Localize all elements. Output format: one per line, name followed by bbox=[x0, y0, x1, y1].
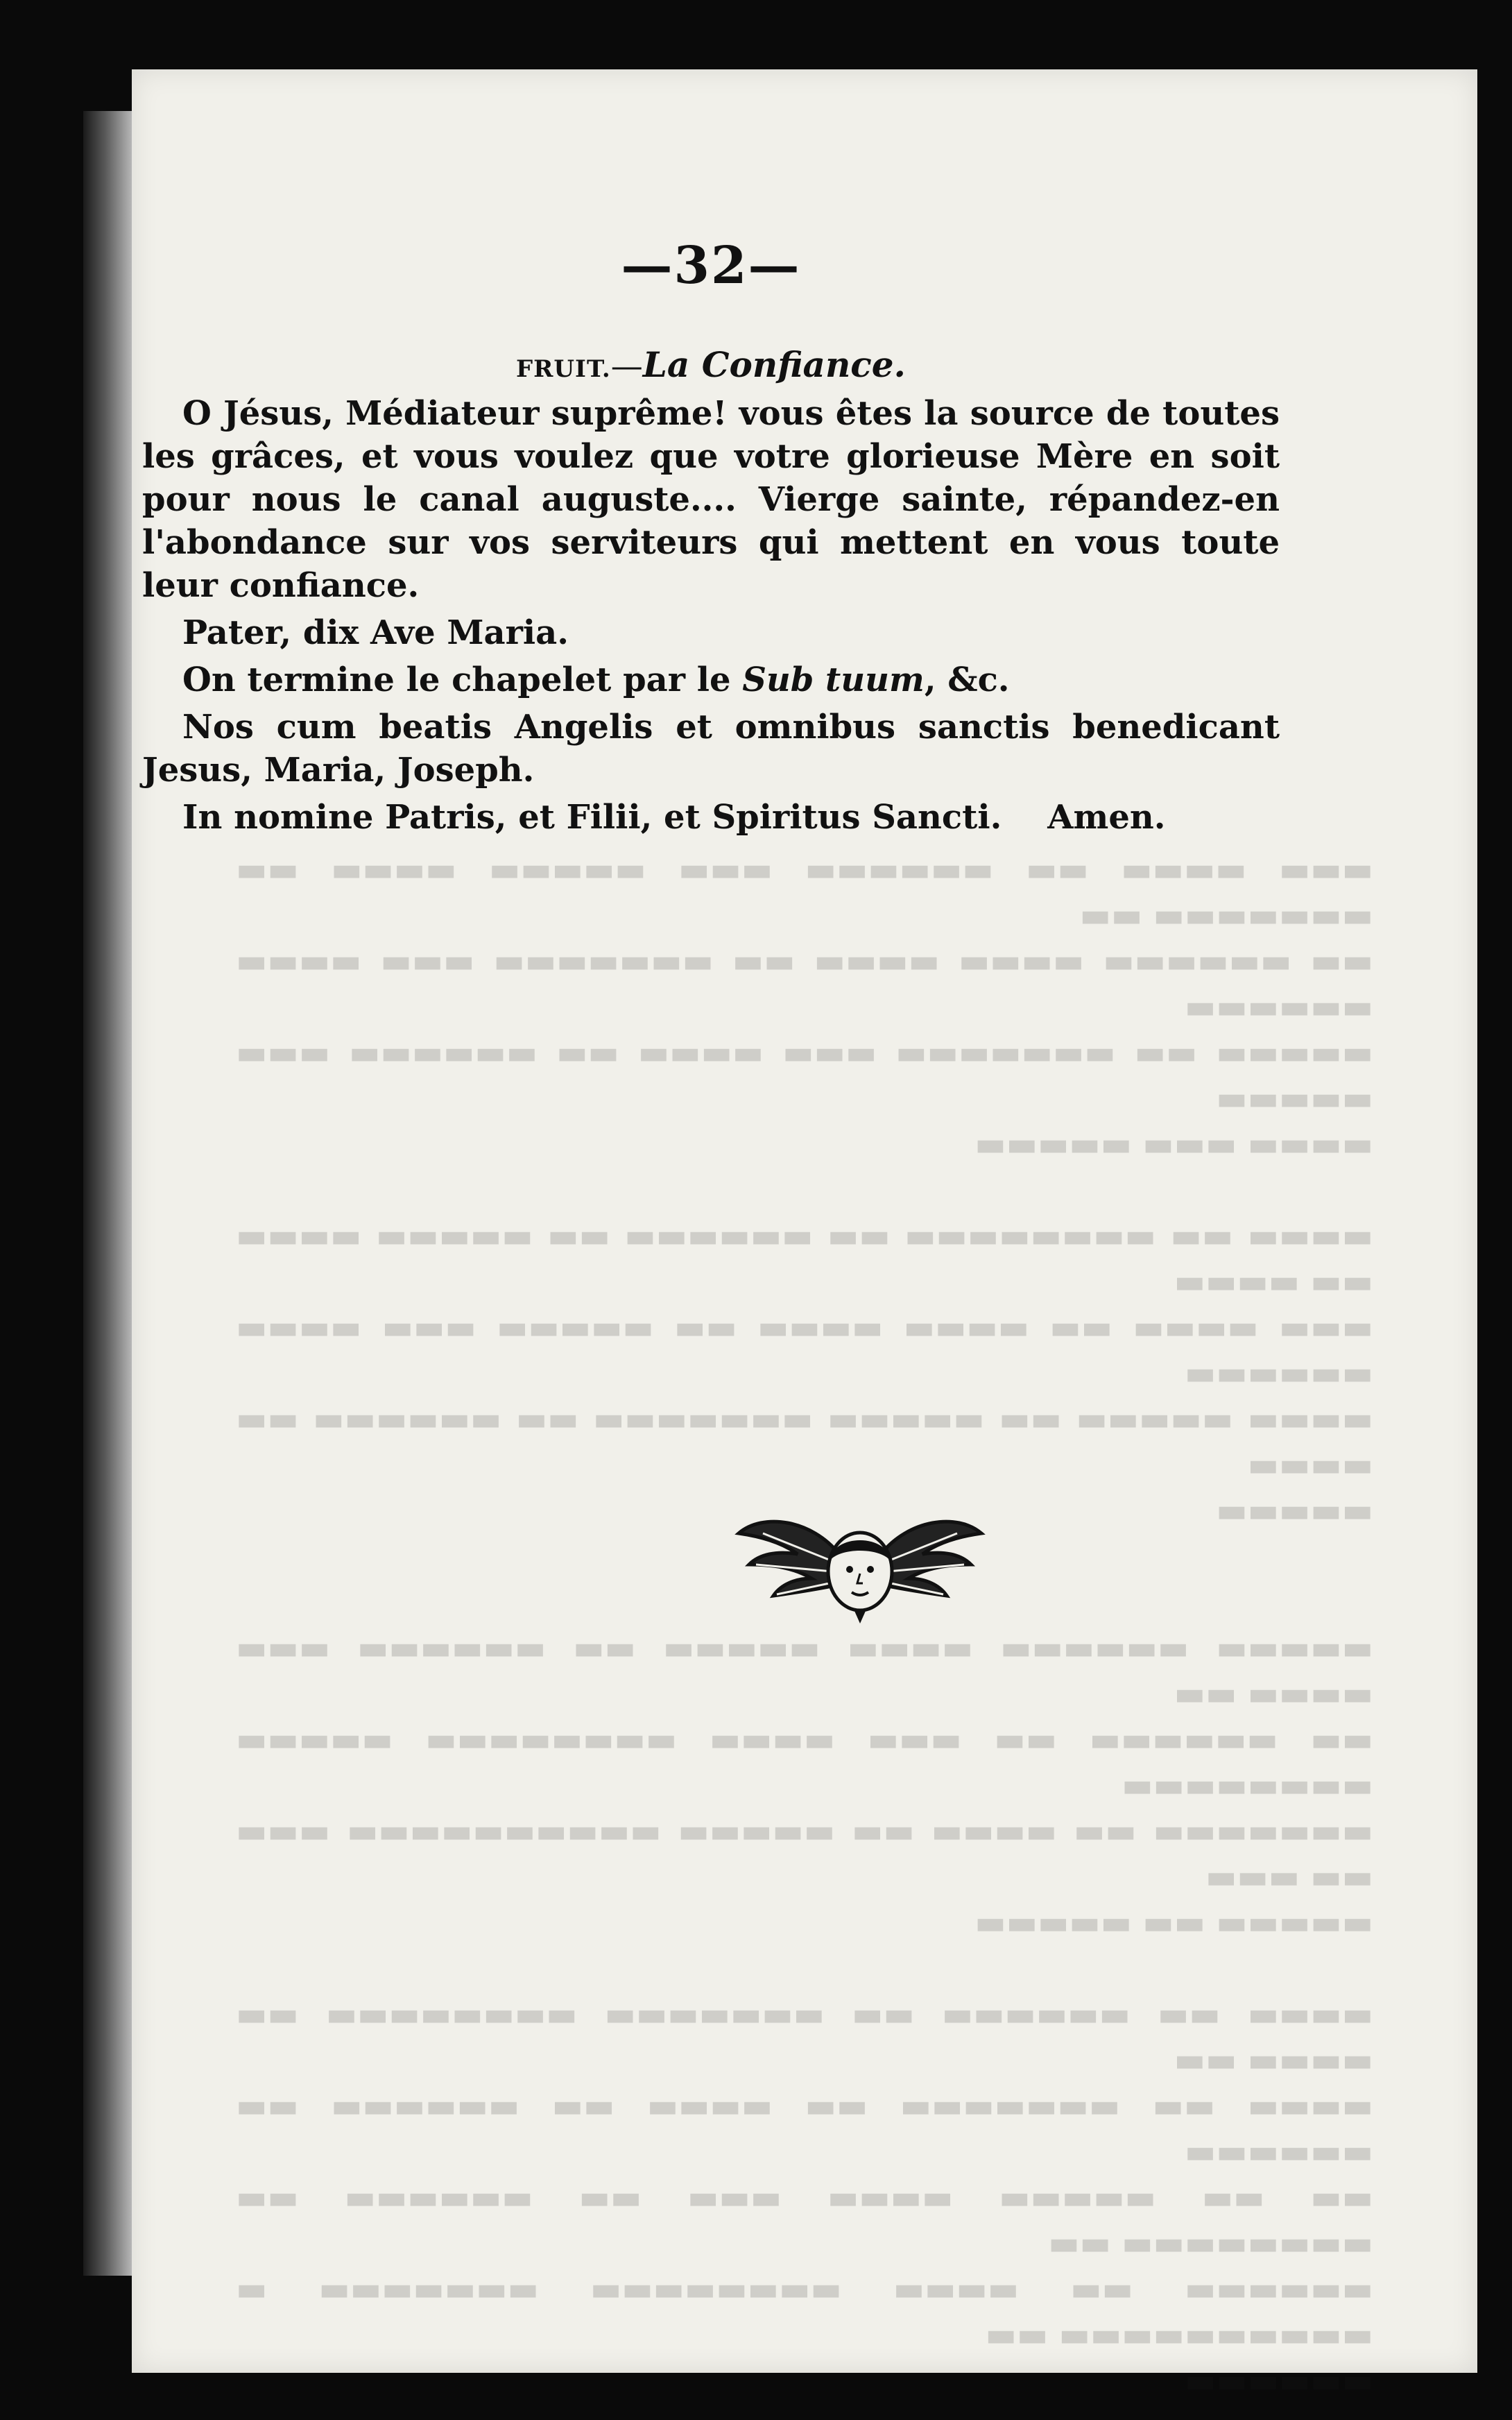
book-spine-edge bbox=[83, 111, 139, 2276]
pater-line: Pater, dix Ave Maria. bbox=[182, 613, 569, 652]
nomine-line bbox=[142, 796, 1280, 839]
page-content bbox=[142, 236, 1280, 843]
closing-text: On termine le chapelet par le bbox=[182, 661, 743, 699]
closing-line bbox=[142, 658, 1280, 701]
fruit-heading bbox=[142, 344, 1280, 385]
page-number: —32— bbox=[621, 236, 801, 296]
closing-italic: Sub tuum bbox=[742, 661, 925, 699]
fruit-label: FRUIT. bbox=[516, 355, 611, 383]
winged-cherub-ornament-icon bbox=[735, 1506, 985, 1644]
closing-end: , &c. bbox=[924, 661, 1010, 699]
nomine-text: In nomine Patris, et Filii, et Spiritus Sancti. bbox=[182, 798, 1002, 837]
prayer-paragraph: O Jésus, Médiateur suprême! vous êtes la source de toutes les grâces, et vous voulez que votre glorieuse Mère en soit pour nous le canal auguste.... Vierge sainte, répandez-en l'abondance sur vos serviteurs qui mettent en vous toute leur confiance. bbox=[142, 394, 1280, 605]
show-through-texture: ▬▬▬ ▬▬▬▬ ▬▬ ▬▬▬▬▬▬ ▬▬▬ ▬▬▬▬▬ ▬▬▬▬ ▬▬ ▬▬▬▬▬▬▬ ▬▬ ▬▬ ▬▬▬▬▬▬ ▬▬▬▬ ▬▬▬▬ ▬▬ ▬▬▬▬▬▬▬ ▬▬▬ ▬▬▬▬ ▬▬▬▬▬▬ ▬▬▬▬▬ ▬▬ ▬▬▬▬▬▬▬ ▬▬▬ ▬▬▬▬ ▬▬ ▬▬▬▬▬▬ ▬▬▬ ▬▬▬▬▬ ▬▬▬▬ ▬▬▬ ▬▬▬▬▬ ▬▬▬▬ ▬▬ ▬▬▬▬▬▬▬▬ ▬▬ ▬▬▬▬▬▬ ▬▬ ▬▬▬▬▬ ▬▬▬▬ ▬▬ ▬▬▬▬ ▬▬▬ ▬▬▬▬ ▬▬ ▬▬▬▬ ▬▬▬▬ ▬▬ ▬▬▬▬▬ ▬▬▬ ▬▬▬▬ ▬▬▬▬▬▬ ▬▬▬▬ ▬▬▬▬▬ ▬▬ ▬▬▬▬▬ ▬▬▬▬▬▬▬ ▬▬ ▬▬▬▬▬▬ ▬▬ ▬▬▬▬ ▬▬▬▬▬ ▬▬▬▬▬ ▬▬▬▬▬▬ ▬▬▬▬ ▬▬▬▬▬ ▬▬ ▬▬▬▬▬▬ ▬▬▬ ▬▬▬▬ ▬▬ ▬▬ ▬▬▬▬▬▬ ▬▬ ▬▬▬ ▬▬▬▬ ▬▬▬▬▬▬▬▬ ▬▬▬▬▬ ▬▬▬▬▬▬▬▬ ▬▬▬▬▬▬▬ ▬▬ ▬▬▬▬ ▬▬ ▬▬▬▬▬ ▬▬▬▬▬▬▬▬▬▬ ▬▬▬ ▬▬ ▬▬▬ ▬▬▬▬▬ ▬▬ ▬▬▬▬▬ ▬▬▬▬ ▬▬ ▬▬▬▬▬▬ ▬▬ ▬▬▬▬▬▬▬ ▬▬▬▬▬▬▬▬ ▬▬ ▬▬▬▬ ▬▬ ▬▬▬▬ ▬▬ ▬▬▬▬▬▬▬ ▬▬ ▬▬▬▬ ▬▬ ▬▬▬▬▬▬ ▬▬ ▬▬▬▬▬▬ ▬▬ ▬▬ ▬▬▬▬▬ ▬▬▬▬ ▬▬▬ ▬▬ ▬▬▬▬▬▬ ▬▬ ▬▬▬▬▬▬▬▬ ▬▬ ▬▬▬▬▬▬ ▬▬ ▬▬▬▬ ▬▬▬▬▬▬▬▬ ▬▬▬▬▬▬▬ ▬ ▬▬▬▬▬▬▬▬▬▬ ▬▬ ▬▬▬▬▬▬ bbox=[236, 850, 1373, 2400]
blessing-paragraph: Nos cum beatis Angelis et omnibus sanctis benedicant Jesus, Maria, Joseph. bbox=[142, 708, 1280, 790]
amen-text: Amen. bbox=[1047, 798, 1166, 837]
fruit-virtue: La Confiance. bbox=[642, 344, 906, 385]
fruit-dash: — bbox=[610, 347, 643, 384]
